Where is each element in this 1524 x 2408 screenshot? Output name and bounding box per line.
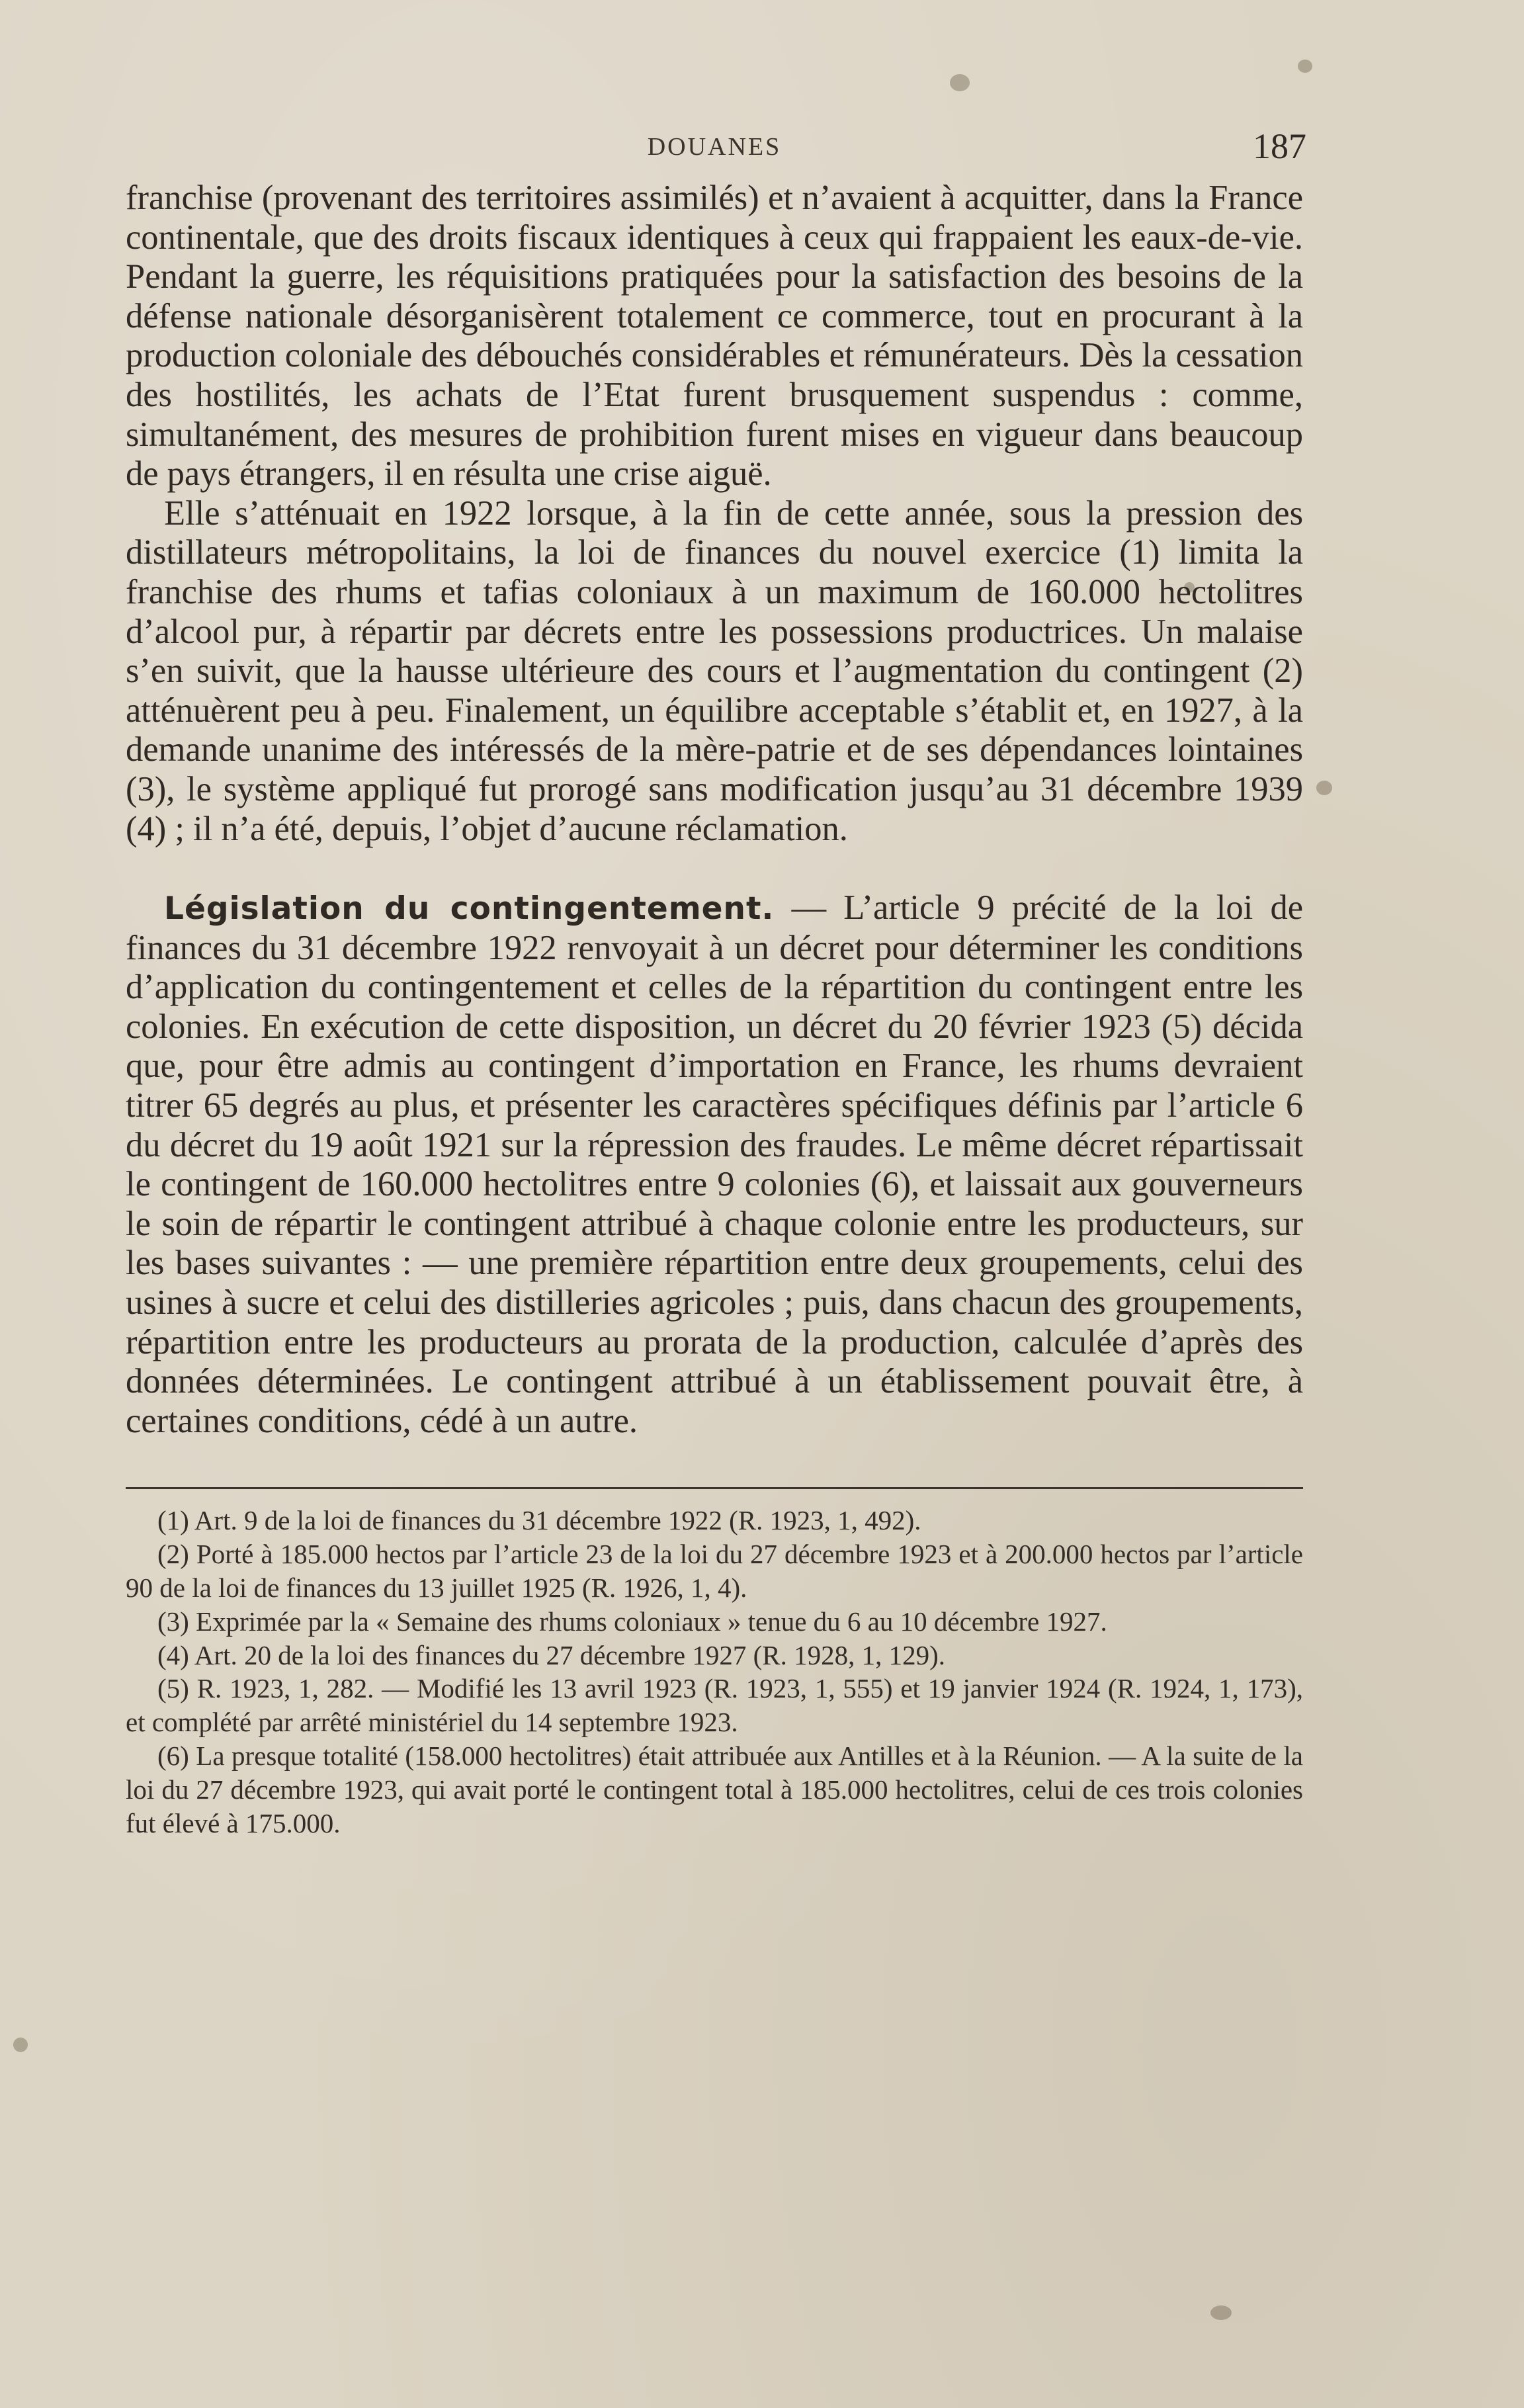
book-page bbox=[126, 126, 1306, 1840]
footnote: (1) Art. 9 de la loi de finances du 31 décembre 1922 (R. 1923, 1, 492). bbox=[157, 1505, 921, 1536]
footnote: (5) R. 1923, 1, 282. — Modifié les 13 avril 1923 (R. 1923, 1, 555) et 19 janvier 1924 (R. 1924, 1, 173), et complété par arrêté ministériel du 14 septembre 1923. bbox=[126, 1673, 1303, 1738]
paper-speck bbox=[1210, 2305, 1232, 2320]
footnotes bbox=[126, 1504, 1303, 1840]
page-header bbox=[126, 126, 1306, 179]
paper-speck bbox=[950, 74, 970, 91]
paragraph-continuation: franchise (provenant des territoires assimilés) et n’avaient à acquitter, dans la France continentale, que des droits fiscaux identiques à ceux qui frappaient les eaux-de-vie. Pendant la guerre, les réquisitions pratiquées pour la satisfaction des besoins de la défense nationale désorganisèrent totalement ce commerce, tout en procurant à la production coloniale des débouchés considérables et rémunérateurs. Dès la cessation des hostilités, les achats de l’Etat furent brusquement suspendus : comme, simultanément, des mesures de prohibition furent mises en vigueur dans beaucoup de pays étrangers, il en résulta une crise aiguë. bbox=[126, 179, 1303, 494]
footnote: (6) La presque totalité (158.000 hectolitres) était attribuée aux Antilles et à la Réunion. — A la suite de la loi du 27 décembre 1923, qui avait porté le contingent total à 185.000 hectolitres, celui de ces trois colonies fut élevé à 175.000. bbox=[126, 1740, 1303, 1838]
running-head: DOUANES bbox=[647, 133, 782, 161]
footnote: (3) Exprimée par la « Semaine des rhums coloniaux » tenue du 6 au 10 décembre 1927. bbox=[157, 1606, 1107, 1637]
paper-speck bbox=[13, 2038, 28, 2052]
footnote-divider bbox=[126, 1487, 1303, 1489]
section-spacer bbox=[126, 849, 1303, 888]
main-text bbox=[126, 179, 1303, 1441]
page-number: 187 bbox=[1253, 126, 1306, 166]
paper-speck bbox=[1298, 60, 1312, 73]
footnote: (4) Art. 20 de la loi des finances du 27 décembre 1927 (R. 1928, 1, 129). bbox=[157, 1639, 946, 1670]
paragraph-legislation bbox=[126, 888, 1303, 1441]
paper-speck bbox=[1316, 781, 1332, 795]
section-title: Législation du contingentement. bbox=[164, 890, 775, 927]
footnote: (2) Porté à 185.000 hectos par l’article 23 de la loi du 27 décembre 1923 et à 200.000 hectos par l’article 90 de la loi de finances du 13 juillet 1925 (R. 1926, 1, 4). bbox=[126, 1539, 1303, 1603]
paragraph-legislation-text: — L’article 9 précité de la loi de finances du 31 décembre 1922 renvoyait à un décret pour déterminer les conditions d’application du contingentement et celles de la répartition du contingent entre les colonies. En exécution de cette disposition, un décret du 20 février 1923 (5) décida que, pour être admis au contingent d’importation en France, les rhums devraient titrer 65 degrés au plus, et présenter les caractères spécifiques définis par l’article 6 du décret du 19 août 1921 sur la répression des fraudes. Le même décret répartissait le contingent de 160.000 hectolitres entre 9 colonies (6), et laissait aux gouverneurs le soin de répartir le contingent attribué à chaque colonie entre les producteurs, sur les bases suivantes : — une première répartition entre deux groupements, celui des usines à sucre et celui des distilleries agricoles ; puis, dans chacun des groupements, répartition entre les producteurs au prorata de la production, calculée d’après des données déterminées. Le contingent attribué à un établissement pouvait être, à certaines conditions, cédé à un autre. bbox=[126, 888, 1304, 1440]
paragraph-contingent-history: Elle s’atténuait en 1922 lorsque, à la fin de cette année, sous la pression des distillateurs métropolitains, la loi de finances du nouvel exercice (1) limita la franchise des rhums et tafias coloniaux à un maximum de 160.000 hectolitres d’alcool pur, à répartir par décrets entre les possessions productrices. Un malaise s’en suivit, que la hausse ultérieure des cours et l’augmentation du contingent (2) atténuèrent peu à peu. Finalement, un équilibre acceptable s’établit et, en 1927, à la demande unanime des intéressés de la mère-patrie et de ses dépendances lointaines (3), le système appliqué fut prorogé sans modification jusqu’au 31 décembre 1939 (4) ; il n’a été, depuis, l’objet d’aucune réclamation. bbox=[126, 494, 1303, 848]
